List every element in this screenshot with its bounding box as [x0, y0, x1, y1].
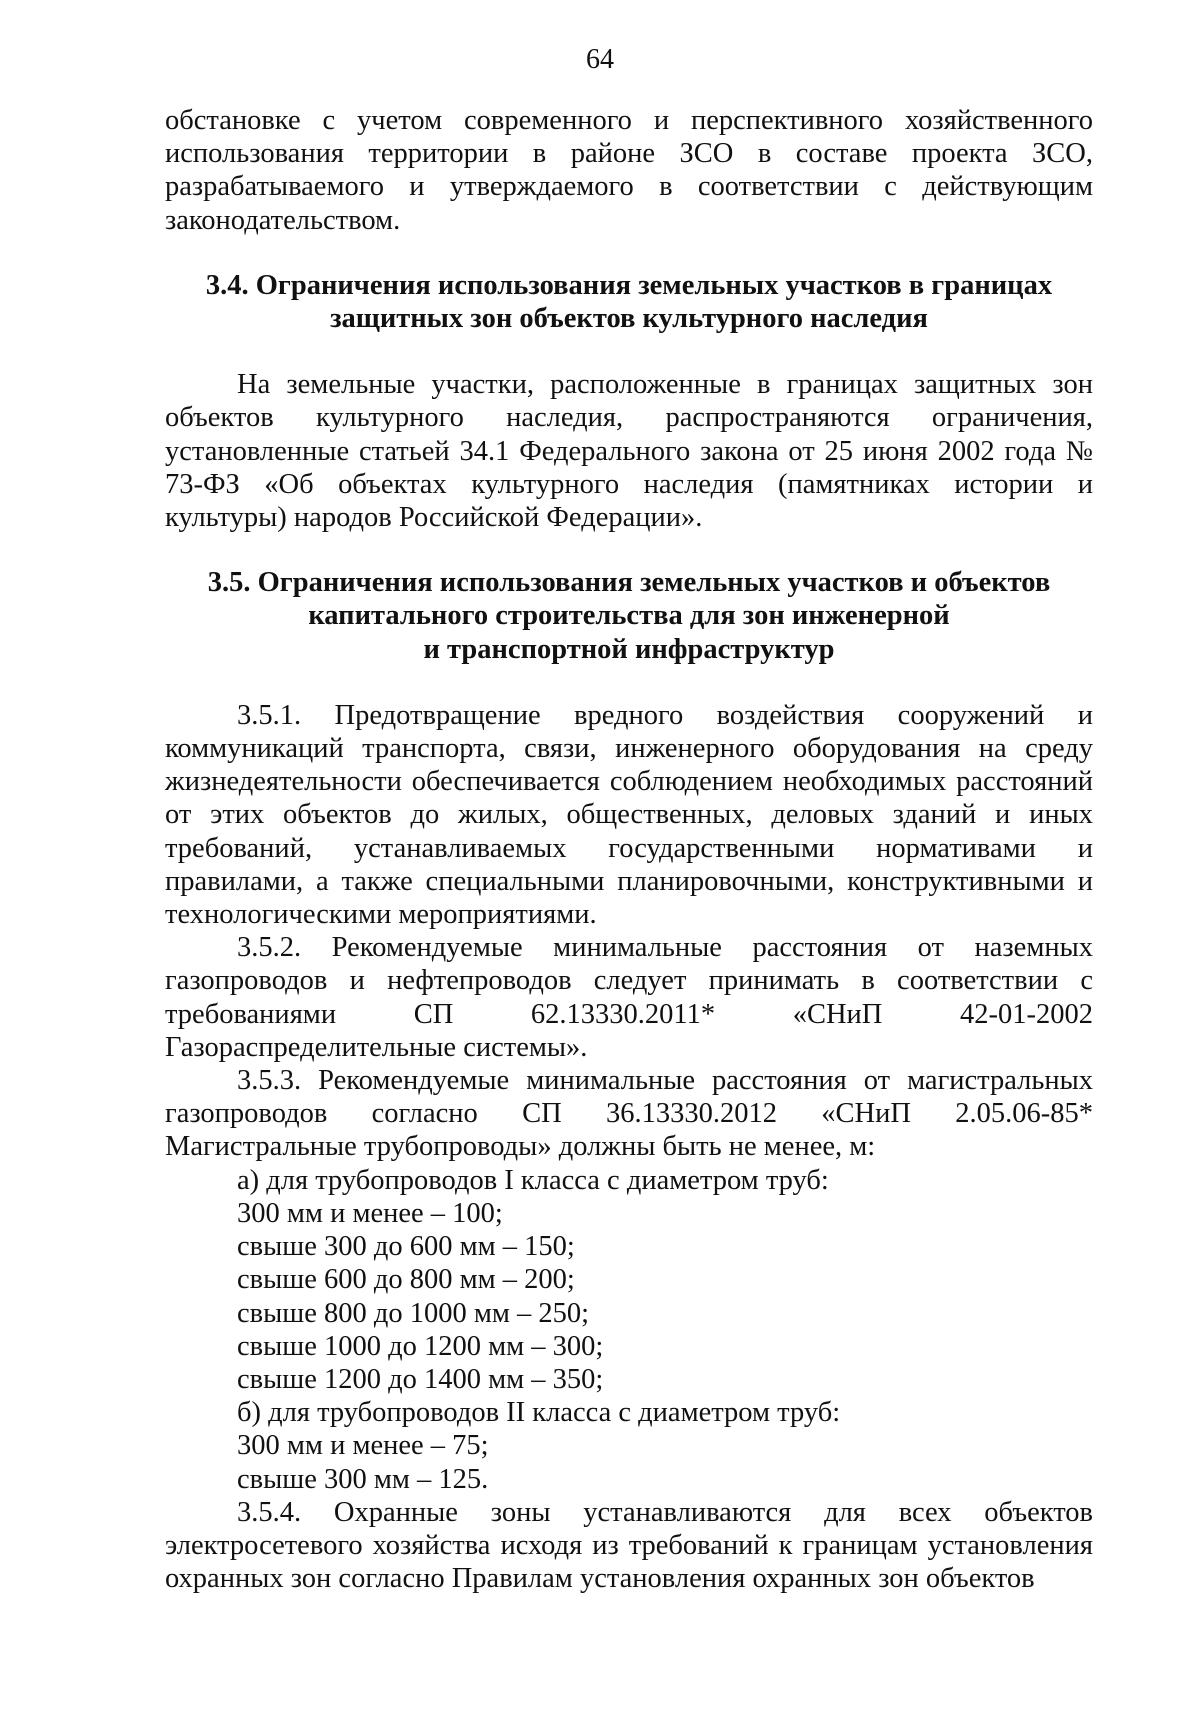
page-content — [165, 104, 1093, 1595]
section-3-4-paragraph: На земельные участки, расположенные в границах защитных зон объектов культурного наследия, распространяются ограничения, установленные статьей 34.1 Федерального закона от 25 июня 2002 года № 73-ФЗ «Об объектах культурного наследия (памятниках истории и культуры) народов Российской Федерации». — [165, 369, 1093, 534]
section-3-4-heading-line2: защитных зон объектов культурного наследия — [330, 303, 928, 335]
list-a-item: свыше 800 до 1000 мм – 250; — [237, 1297, 590, 1329]
list-b-item: 300 мм и менее – 75; — [237, 1430, 489, 1462]
list-a-item: свыше 1000 до 1200 мм – 300; — [237, 1330, 604, 1362]
intro-paragraph: обстановке с учетом современного и перспективного хозяйственного использования территории в районе ЗСО в составе проекта ЗСО, разрабатываемого и утверждаемого в соответствии с действующим законодательством. — [165, 105, 1093, 236]
section-3-4-heading-line1: 3.4. Ограничения использования земельных участков в границах — [205, 269, 1053, 301]
page-number: 64 — [586, 44, 614, 75]
section-3-4-heading — [165, 269, 1093, 335]
section-3-5-heading-line3: и транспортной инфраструктур — [423, 633, 835, 665]
list-b-title: б) для трубопроводов II класса с диаметром труб: — [237, 1397, 841, 1429]
paragraph-3-5-3: 3.5.3. Рекомендуемые минимальные расстояния от магистральных газопроводов согласно СП 36.13330.2012 «СНиП 2.05.06-85* Магистральные трубопроводы» должны быть не менее, м: — [165, 1065, 1093, 1163]
list-a-item: свыше 600 до 800 мм – 200; — [237, 1264, 575, 1296]
list-a-item: 300 мм и менее – 100; — [237, 1197, 503, 1229]
paragraph-3-5-4: 3.5.4. Охранные зоны устанавливаются для всех объектов электросетевого хозяйства исходя из требований к границам установления охранных зон согласно Правилам установления охранных зон объектов — [165, 1496, 1093, 1595]
list-a-title: а) для трубопроводов I класса с диаметром труб: — [237, 1164, 829, 1196]
section-3-5-heading-line1: 3.5. Ограничения использования земельных участков и объектов — [207, 567, 1051, 599]
list-a-item: свыше 300 до 600 мм – 150; — [237, 1231, 575, 1263]
section-3-5-heading-line2: капитального строительства для зон инженерной — [308, 600, 950, 632]
paragraph-3-5-1: 3.5.1. Предотвращение вредного воздействия сооружений и коммуникаций транспорта, связи, инженерного оборудования на среду жизнедеятельности обеспечивается соблюдением необходимых расстояний от этих объектов до жилых, общественных, деловых зданий и иных требований, устанавливаемых государственными нормативами и правилами, а также специальными планировочными, конструктивными и технологическими мероприятиями. — [165, 699, 1093, 931]
list-b-item: свыше 300 мм – 125. — [237, 1463, 489, 1495]
list-a-item: свыше 1200 до 1400 мм – 350; — [237, 1363, 604, 1395]
paragraph-3-5-2: 3.5.2. Рекомендуемые минимальные расстояния от наземных газопроводов и нефтепроводов следует принимать в соответствии с требованиями СП 62.13330.2011* «СНиП 42-01-2002 Газораспределительные системы». — [165, 932, 1093, 1063]
section-3-5-heading — [165, 566, 1093, 666]
